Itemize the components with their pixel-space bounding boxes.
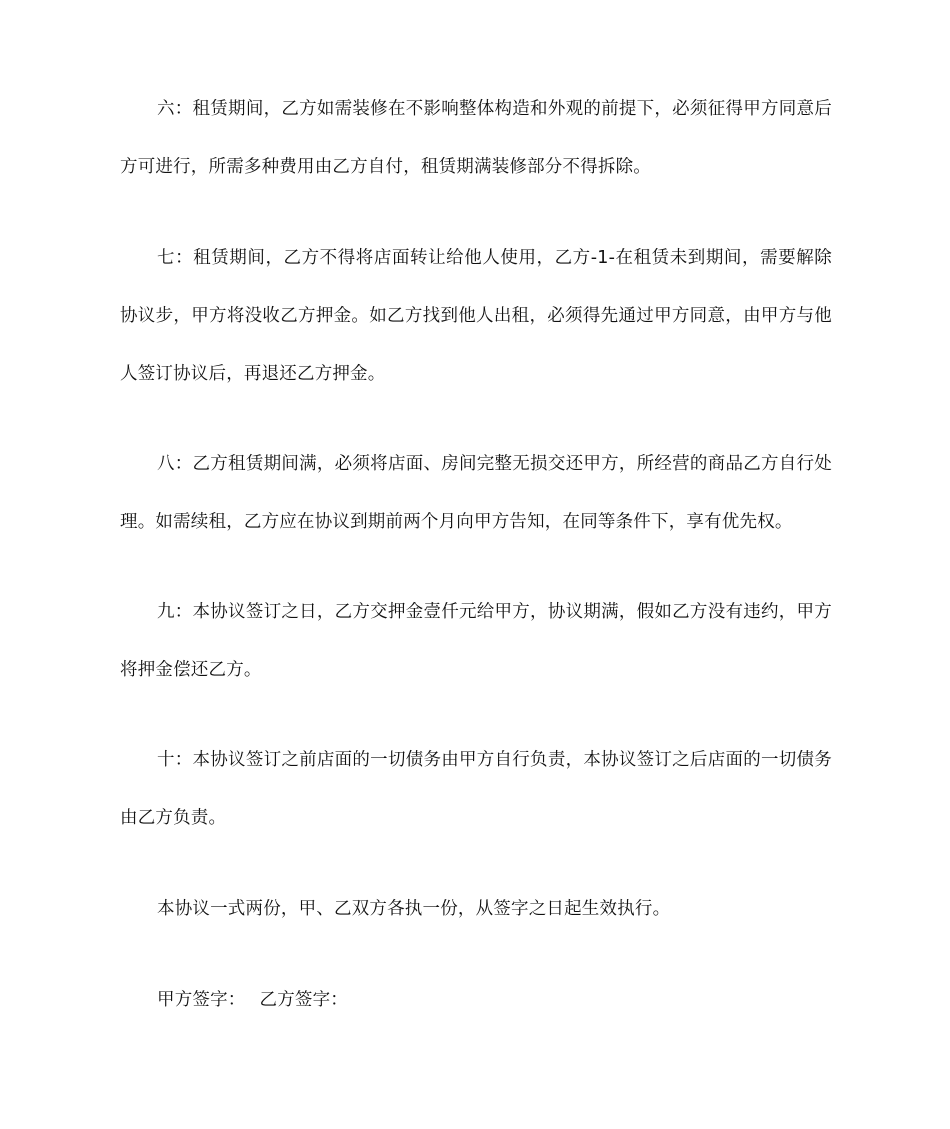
clause-7: 七：租赁期间，乙方不得将店面转让给他人使用，乙方-1-在租赁未到期间，需要解除协议步，甲方将没收乙方押金。如乙方找到他人出租，必须得先通过甲方同意，由甲方与他人签订协议后，再退还乙方押金。	[120, 248, 832, 384]
clause-9: 九：本协议签订之日，乙方交押金壹仟元给甲方，协议期满，假如乙方没有违约，甲方将押金偿还乙方。	[120, 602, 832, 680]
copies-statement: 本协议一式两份，甲、乙双方各执一份，从签字之日起生效执行。	[157, 899, 671, 919]
party-b-signature-label: 乙方签字：	[259, 990, 348, 1010]
clause-10: 十：本协议签订之前店面的一切债务由甲方自行负责，本协议签订之后店面的一切债务由乙方负责。	[120, 750, 832, 828]
party-a-signature-label: 甲方签字：	[157, 990, 246, 1010]
clause-6: 六：租赁期间，乙方如需装修在不影响整体构造和外观的前提下，必须征得甲方同意后方可进行，所需多种费用由乙方自付，租赁期满装修部分不得拆除。	[120, 99, 832, 177]
clause-8: 八：乙方租赁期间满，必须将店面、房间完整无损交还甲方，所经营的商品乙方自行处理。如需续租，乙方应在协议到期前两个月向甲方告知，在同等条件下，享有优先权。	[120, 454, 832, 532]
signature-line	[120, 971, 832, 1029]
